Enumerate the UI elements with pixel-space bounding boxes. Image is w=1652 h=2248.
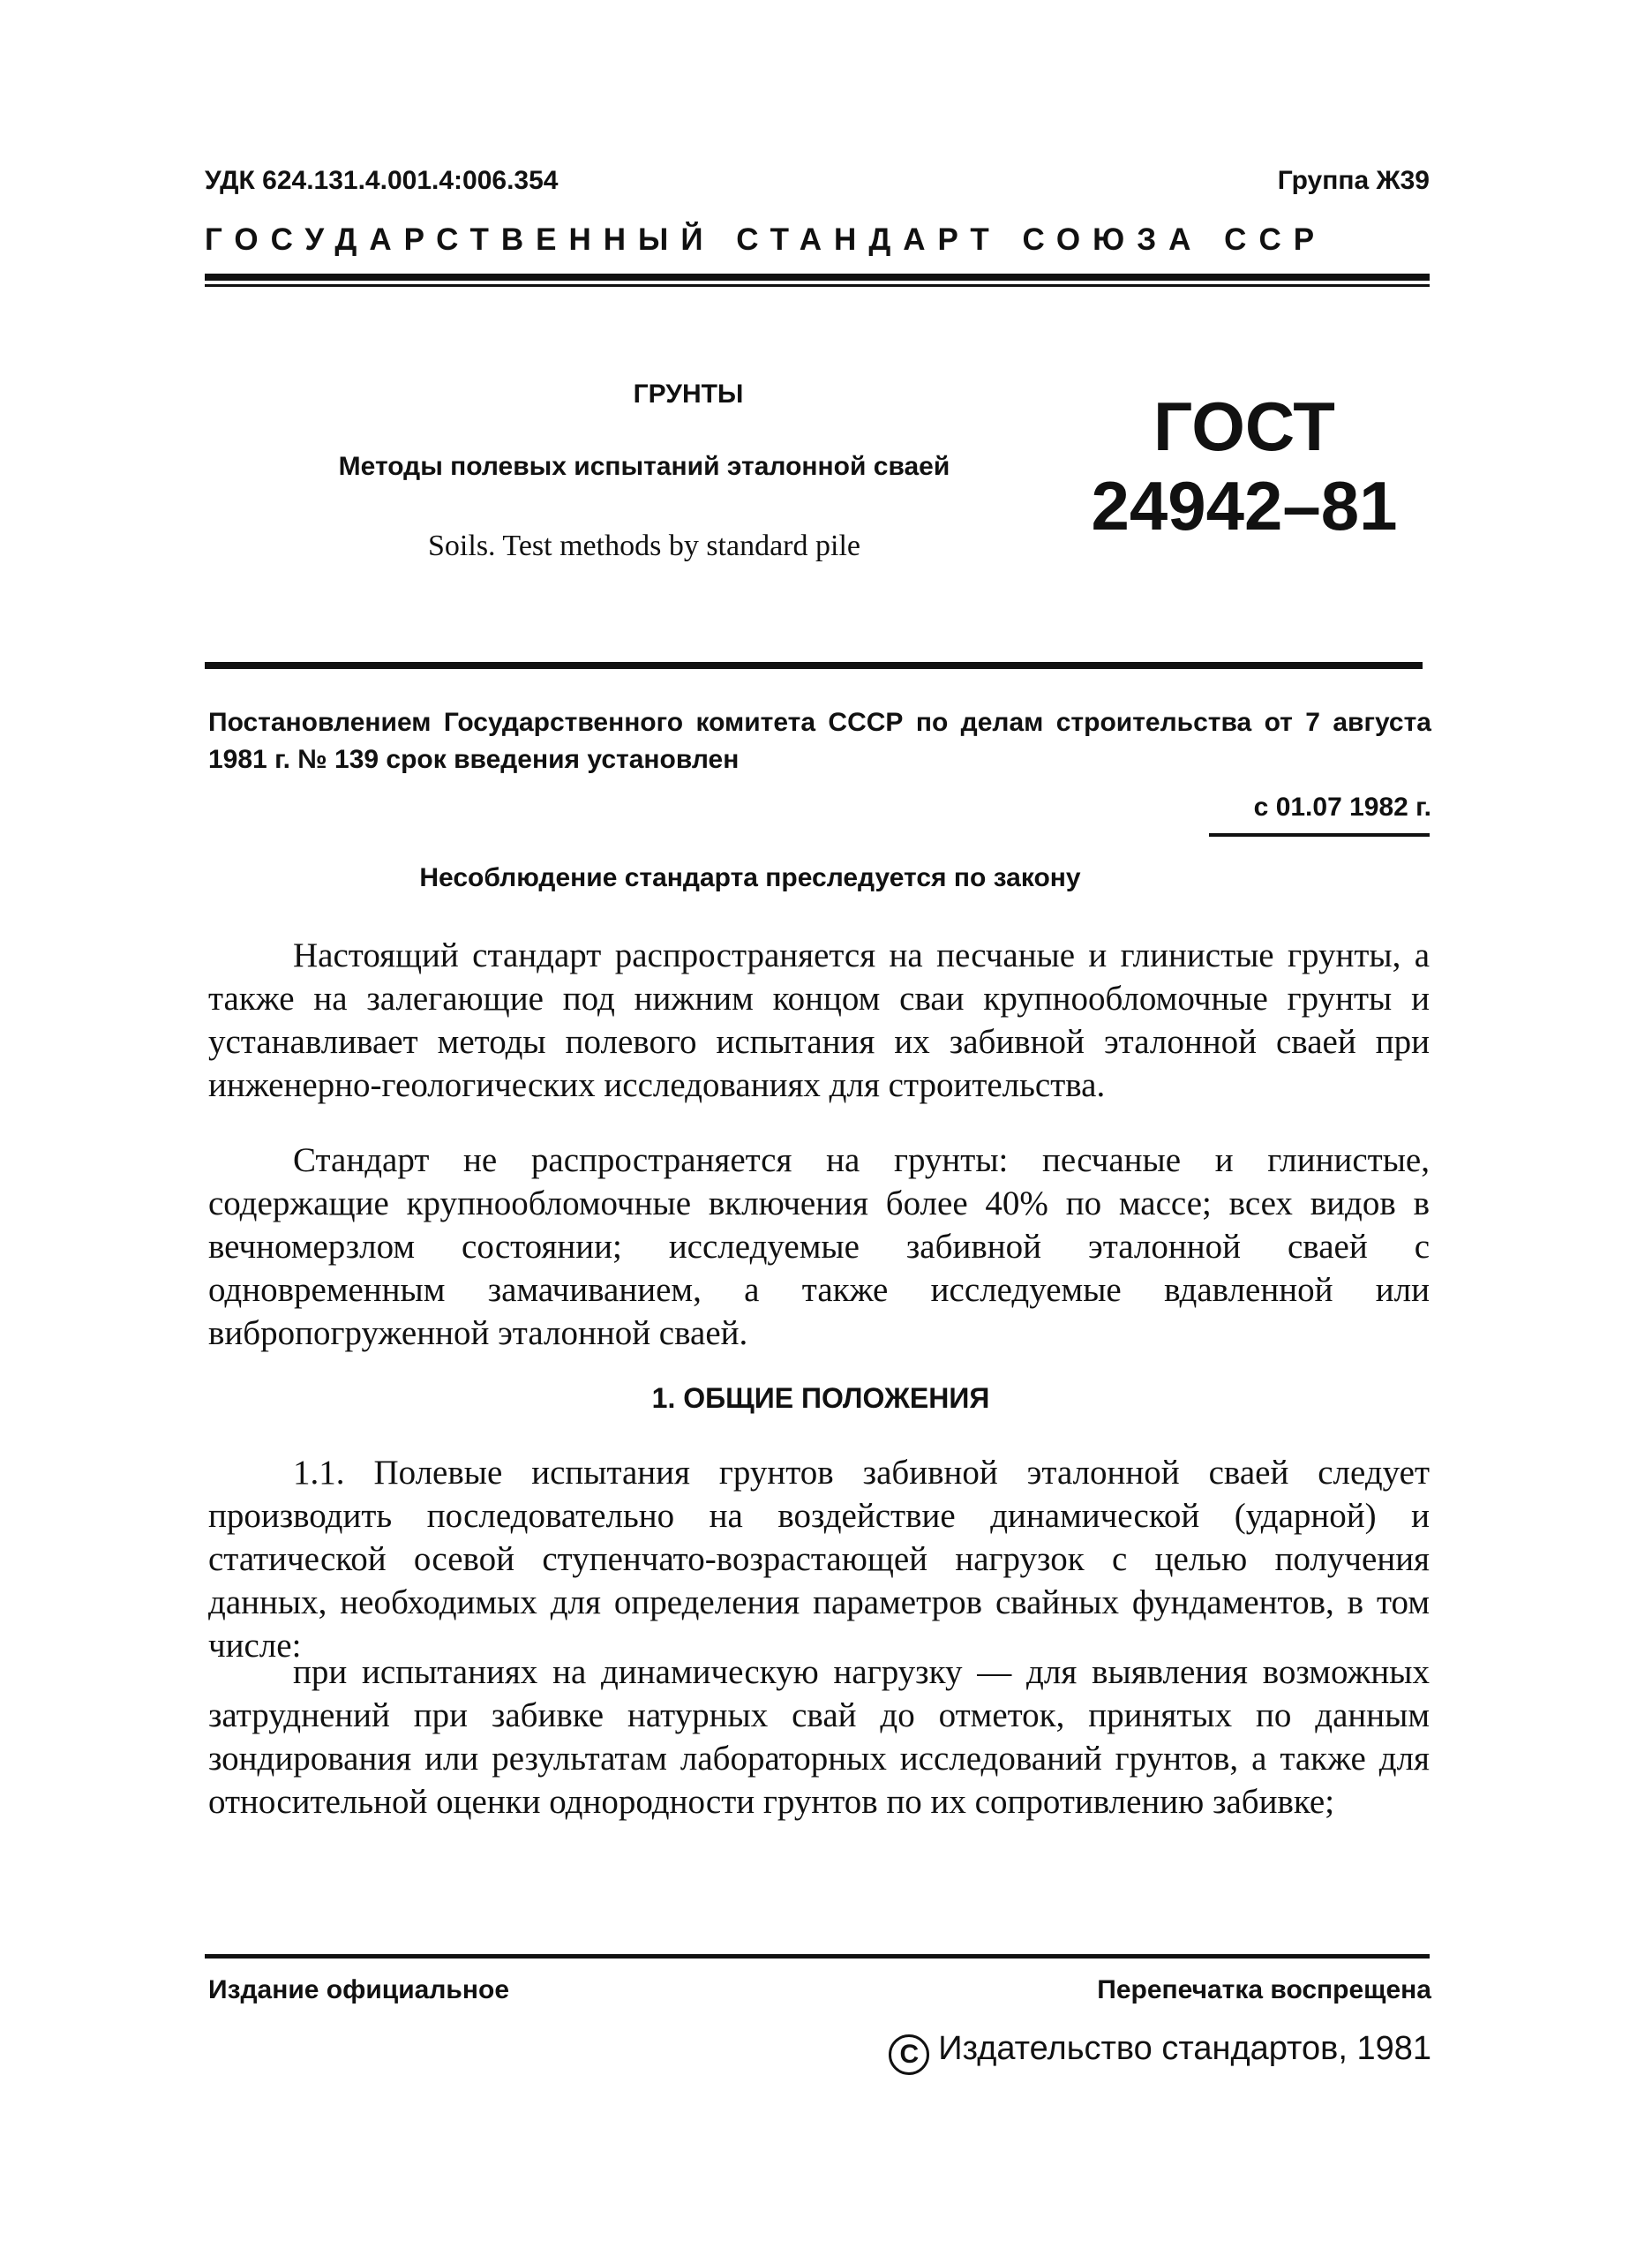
document-title-en: Soils. Test methods by standard pile	[428, 530, 860, 562]
udk-code: УДК 624.131.4.001.4:006.354	[205, 166, 559, 195]
copyright-icon: C	[889, 2034, 929, 2075]
header-rule-thin	[205, 284, 1430, 287]
copyright-notice	[814, 2030, 1431, 2075]
header-rule-thick	[205, 274, 1430, 281]
standard-org-header: ГОСУДАРСТВЕННЫЙ СТАНДАРТ СОЮЗА ССР	[205, 222, 1327, 257]
footer-rule	[205, 1954, 1430, 1959]
gost-number: 24942–81	[1091, 467, 1398, 545]
legal-warning: Несоблюдение стандарта преследуется по закону	[419, 863, 1081, 892]
decree-text: Постановлением Государственного комитета СССР по делам строительства от 7 августа 1981 г. № 139 срок введения установлен	[208, 708, 1431, 774]
effective-date-rule	[1209, 833, 1430, 837]
official-edition-label: Издание официальное	[208, 1975, 510, 2004]
title-rule	[205, 662, 1423, 669]
gost-label: ГОСТ	[1153, 387, 1335, 465]
document-subject: ГРУНТЫ	[633, 380, 744, 409]
effective-date: с 01.07 1982 г.	[1253, 793, 1431, 822]
group-code: Группа Ж39	[1277, 166, 1430, 195]
clause-1-1-paragraph: 1.1. Полевые испытания грунтов забивной эталонной сваей следует производить последовательно на воздействие динамической (ударной) и статической осевой ступенчато-возрастающей нагрузок с целью получения данных, необходимых для определения параметров свайных фундаментов, в том числе:	[208, 1454, 1430, 1665]
reprint-prohibited-label: Перепечатка воспрещена	[1097, 1975, 1431, 2004]
dynamic-load-paragraph: при испытаниях на динамическую нагрузку — для выявления возможных затруднений при забивке натурных свай до отметок, принятых по данным зондирования или результатам лабораторных исследований грунтов, а также для относительной оценки однородности грунтов по их сопротивлению забивке;	[208, 1653, 1430, 1821]
document-title-ru: Методы полевых испытаний эталонной сваей	[338, 452, 950, 481]
exclusions-paragraph: Стандарт не распространяется на грунты: песчаные и глинистые, содержащие крупнообломочные включения более 40% по массе; всех видов в вечномерзлом состоянии; исследуемые забивной эталонной сваей с одновременным замачиванием, а также исследуемые вдавленной или вибропогруженной эталонной сваей.	[208, 1141, 1430, 1352]
section-title: 1. ОБЩИЕ ПОЛОЖЕНИЯ	[651, 1382, 990, 1414]
scope-paragraph: Настоящий стандарт распространяется на песчаные и глинистые грунты, а также на залегающие под нижним концом сваи крупнообломочные грунты и устанавливает методы полевого испытания их забивной эталонной сваей при инженерно-геологических исследованиях для строительства.	[208, 936, 1430, 1104]
copyright-text: Издательство стандартов, 1981	[938, 2030, 1431, 2067]
